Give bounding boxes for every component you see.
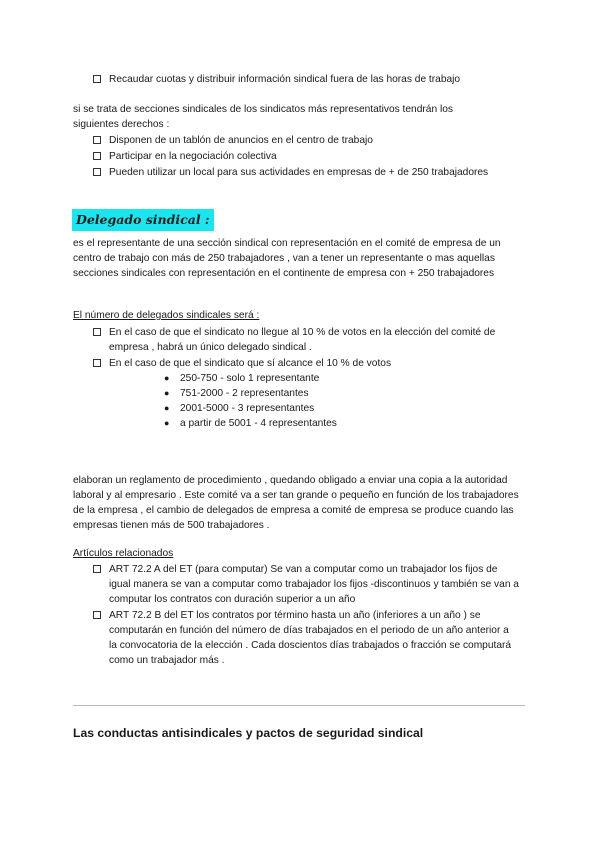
checkbox-label: Participar en la negociación colectiva	[109, 151, 277, 162]
section-divider	[73, 705, 525, 706]
checkbox-label: Recaudar cuotas y distribuir información sindical fuera de las horas de trabajo	[109, 74, 461, 85]
tramo-item	[164, 401, 315, 416]
numero-title-wrap	[73, 308, 528, 323]
checkbox-icon[interactable]	[93, 152, 101, 160]
delegado-definition: es el representante de una sección sindical con representación en el comité de empresa de un centro de trabajo con más de 250 trabajadores , van a tener un representante o mas aquellas secciones sindicales con representación en el continente de empresa con + 250 trabajadores	[73, 238, 501, 279]
checkbox-icon[interactable]	[93, 75, 101, 83]
bullet-icon: ●	[164, 373, 170, 383]
bullet-icon: ●	[164, 403, 170, 413]
checkbox-label: Disponen de un tablón de anuncios en el centro de trabajo	[109, 135, 373, 146]
checkbox-label: Pueden utilizar un local para sus actividades en empresas de + de 250 trabajadores	[109, 167, 489, 178]
checkbox-icon[interactable]	[93, 565, 101, 573]
checkbox-label: En el caso de que el sindicato que sí alcance el 10 % de votos	[109, 358, 392, 369]
articulos-title-wrap	[73, 546, 528, 561]
conductas-heading: Las conductas antisindicales y pactos de seguridad sindical	[73, 726, 424, 740]
bullet-icon: ●	[164, 388, 170, 398]
tramo-item	[164, 371, 320, 386]
articulos-title: Artículos relacionados	[73, 548, 174, 559]
delegado-heading: Delegado sindical :	[72, 209, 214, 231]
bullet-icon: ●	[164, 418, 170, 428]
checkbox-icon[interactable]	[93, 359, 101, 367]
tramo-label: 2001-5000 - 3 representantes	[180, 403, 315, 414]
reglamento-paragraph: elaboran un reglamento de procedimiento , quedando obligado a enviar una copia a la autoridad laboral y al empresario . Este comité va a ser tan grande o pequeño en función de los trabajadores de la empresa , el cambio de delegados de empresa a comité de empresa se produce cuando las empresas tienen más de 500 trabajadores .	[73, 475, 519, 531]
numero-title: El número de delegados sindicales será :	[73, 310, 260, 321]
tramo-item	[164, 386, 309, 401]
checkbox-label: ART 72.2 B del ET los contratos por término hasta un año (inferiores a un año ) se computarán en función del número de días trabajados en el periodo de un año anterior a la convocatoria de la elección . Cada doscientos días trabajados o fracción se computará como un trabajador más .	[109, 610, 512, 666]
derechos-intro: si se trata de secciones sindicales de los sindicatos más representativos tendrán los siguientes derechos :	[73, 104, 453, 130]
checkbox-icon[interactable]	[93, 611, 101, 619]
checkbox-icon[interactable]	[93, 328, 101, 336]
checkbox-icon[interactable]	[93, 168, 101, 176]
tramo-label: 751-2000 - 2 representantes	[180, 388, 309, 399]
tramo-item	[164, 416, 337, 431]
checkbox-label: En el caso de que el sindicato no llegue al 10 % de votos en la elección del comité de empresa , habrá un único delegado sindical .	[109, 327, 496, 353]
tramo-label: a partir de 5001 - 4 representantes	[180, 418, 337, 429]
tramo-label: 250-750 - solo 1 representante	[180, 373, 320, 384]
checkbox-label: ART 72.2 A del ET (para computar) Se van a computar como un trabajador los fijos de igual manera se van a computar como trabajador los fijos -discontinuos y también se van a computar los contratos con duración superior a un año	[109, 564, 519, 605]
checkbox-icon[interactable]	[93, 136, 101, 144]
